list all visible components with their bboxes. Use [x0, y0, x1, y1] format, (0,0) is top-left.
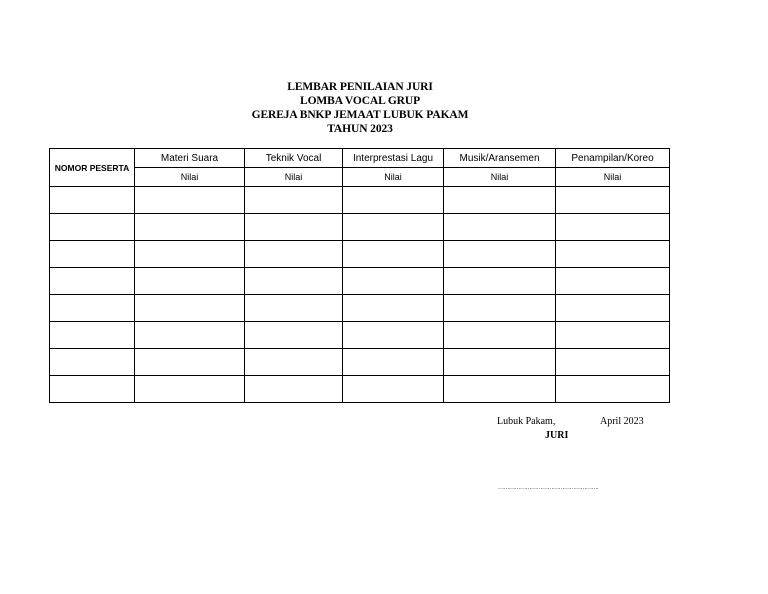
score-cell: [343, 349, 444, 376]
table-row: [50, 295, 670, 322]
score-cell: [556, 295, 670, 322]
score-cell: [50, 349, 135, 376]
score-cell: [556, 268, 670, 295]
score-cell: [135, 349, 245, 376]
score-cell: [245, 349, 343, 376]
table-header-row: [50, 149, 670, 168]
score-cell: [135, 241, 245, 268]
score-cell: [245, 295, 343, 322]
header-penampilan-koreo: Penampilan/Koreo: [556, 149, 670, 168]
score-cell: [343, 241, 444, 268]
table-subheader-row: [50, 168, 670, 187]
score-cell: [343, 376, 444, 403]
table-row: [50, 349, 670, 376]
score-cell: [556, 187, 670, 214]
score-cell: [135, 268, 245, 295]
juri-label: JURI: [545, 430, 569, 441]
score-cell: [50, 214, 135, 241]
score-cell: [556, 349, 670, 376]
score-cell: [135, 322, 245, 349]
header-musik-aransemen: Musik/Aransemen: [444, 149, 556, 168]
score-cell: [444, 322, 556, 349]
nilai-label: Nilai: [245, 168, 343, 187]
table-row: [50, 214, 670, 241]
score-cell: [343, 322, 444, 349]
signature-line: ……………………………………………….: [498, 485, 598, 491]
score-cell: [444, 349, 556, 376]
score-cell: [245, 214, 343, 241]
score-cell: [556, 214, 670, 241]
nilai-label: Nilai: [343, 168, 444, 187]
table-row: [50, 322, 670, 349]
table-body: [50, 187, 670, 403]
document-title: [210, 80, 510, 136]
header-interprestasi-lagu: Interprestasi Lagu: [343, 149, 444, 168]
score-cell: [50, 376, 135, 403]
score-cell: [444, 268, 556, 295]
nilai-label: Nilai: [556, 168, 670, 187]
score-cell: [343, 214, 444, 241]
score-cell: [50, 241, 135, 268]
score-cell: [50, 187, 135, 214]
score-cell: [343, 268, 444, 295]
score-cell: [444, 376, 556, 403]
nilai-label: Nilai: [444, 168, 556, 187]
score-cell: [556, 376, 670, 403]
table-row: [50, 268, 670, 295]
table-row: [50, 241, 670, 268]
place-date: [497, 416, 657, 430]
place-text: Lubuk Pakam,: [497, 416, 556, 427]
score-cell: [245, 376, 343, 403]
score-cell: [444, 241, 556, 268]
table-row: [50, 187, 670, 214]
header-materi-suara: Materi Suara: [135, 149, 245, 168]
score-cell: [135, 376, 245, 403]
score-cell: [444, 187, 556, 214]
title-line-3: GEREJA BNKP JEMAAT LUBUK PAKAM: [251, 109, 469, 121]
nilai-label: Nilai: [135, 168, 245, 187]
score-cell: [50, 268, 135, 295]
score-cell: [245, 241, 343, 268]
score-cell: [444, 295, 556, 322]
header-teknik-vocal: Teknik Vocal: [245, 149, 343, 168]
score-cell: [556, 322, 670, 349]
score-cell: [245, 187, 343, 214]
score-cell: [245, 268, 343, 295]
table-row: [50, 376, 670, 403]
score-cell: [343, 187, 444, 214]
header-nomor-peserta: NOMOR PESERTA: [50, 149, 135, 187]
title-line-1: LEMBAR PENILAIAN JURI: [287, 81, 433, 93]
score-cell: [135, 187, 245, 214]
score-cell: [135, 295, 245, 322]
title-line-2: LOMBA VOCAL GRUP: [300, 95, 420, 107]
score-cell: [50, 322, 135, 349]
score-cell: [50, 295, 135, 322]
score-table: [49, 148, 670, 403]
score-cell: [444, 214, 556, 241]
date-text: April 2023: [600, 416, 644, 427]
title-line-4: TAHUN 2023: [327, 123, 393, 135]
score-cell: [343, 295, 444, 322]
score-cell: [245, 322, 343, 349]
score-cell: [556, 241, 670, 268]
score-cell: [135, 214, 245, 241]
